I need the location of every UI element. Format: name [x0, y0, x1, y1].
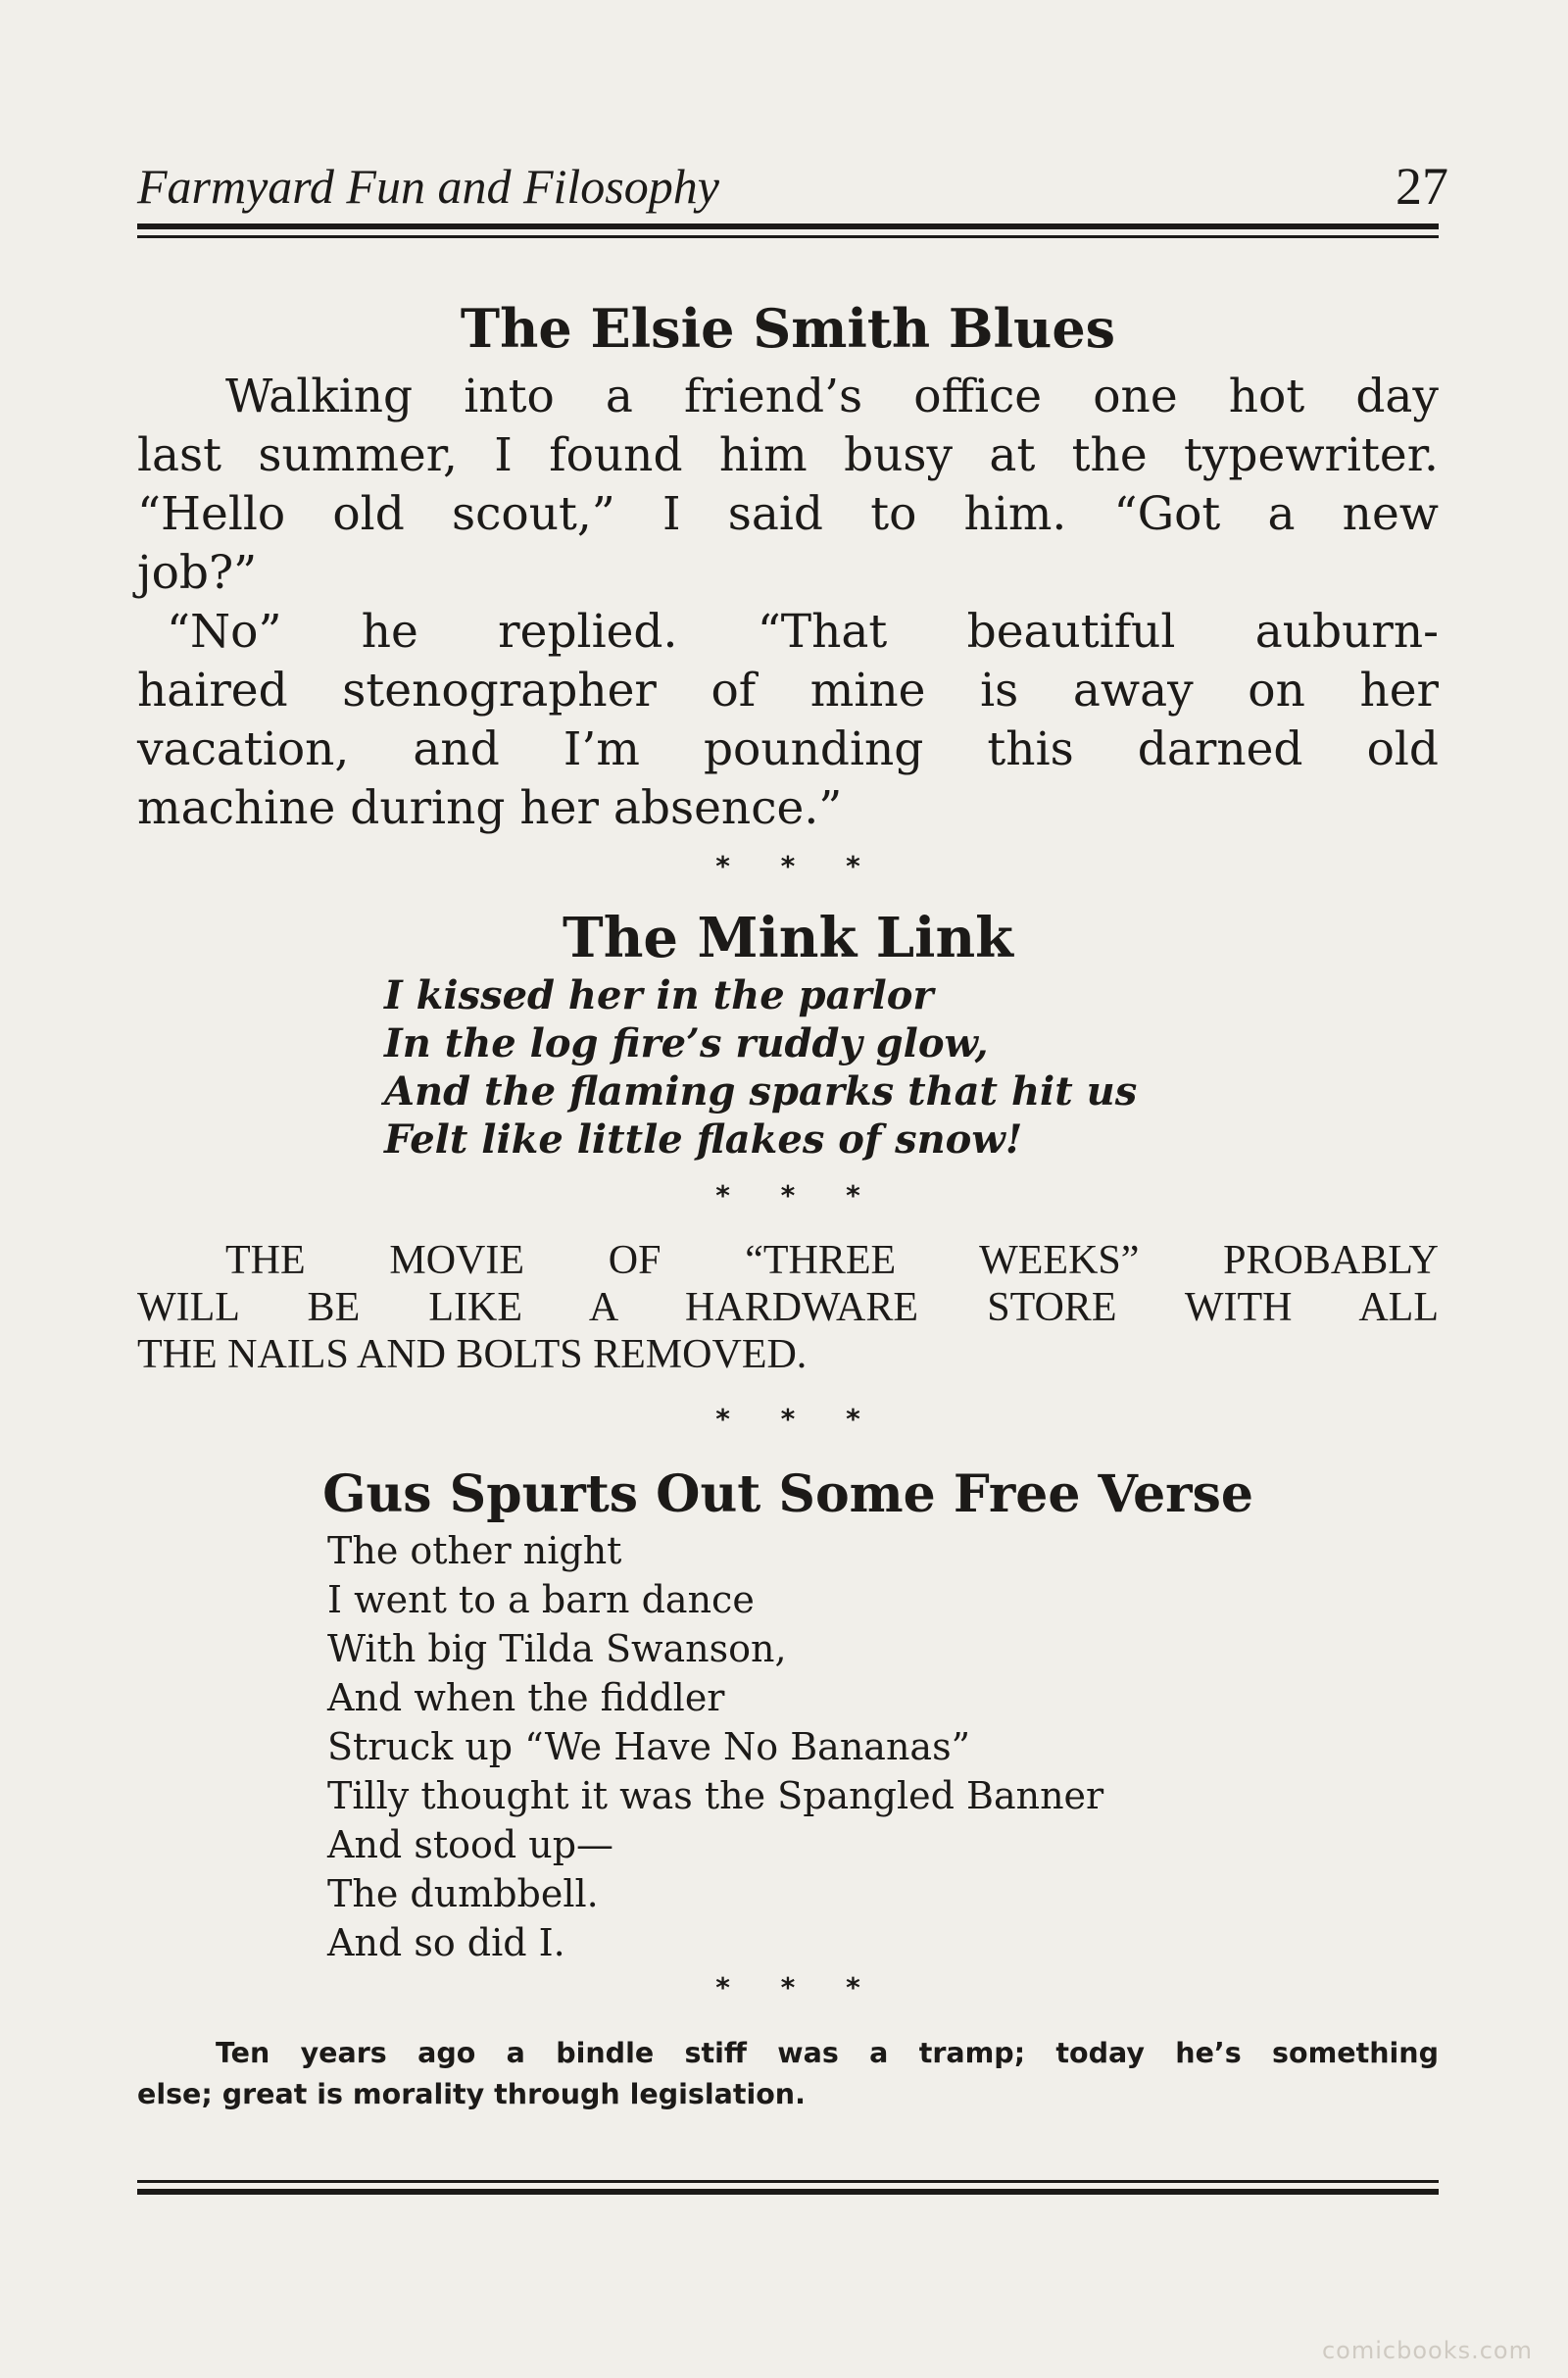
body-line: “Hello old scout,” I said to him. “Got a new	[137, 487, 1439, 541]
page-number: 27	[1396, 157, 1448, 216]
poem-line: And when the fiddler	[327, 1676, 725, 1719]
article-title-free-verse: Gus Spurts Out Some Free Verse	[322, 1464, 1253, 1524]
quip-bindle-stiff	[137, 2033, 1439, 2115]
poem-line: In the log fire’s ruddy glow,	[384, 1020, 989, 1066]
separator-stars: * * *	[715, 1971, 860, 2004]
page-header	[137, 157, 1448, 216]
quip-line: THE NAILS AND BOLTS REMOVED.	[137, 1332, 808, 1377]
footer-rule-thick	[137, 2189, 1439, 2195]
poem-line: Tilly thought it was the Spangled Banner	[327, 1774, 1104, 1817]
poem-line: Struck up “We Have No Bananas”	[327, 1725, 971, 1768]
separator-stars: * * *	[715, 850, 860, 882]
footer-rule-thin	[137, 2180, 1439, 2183]
poem-line: With big Tilda Swanson,	[327, 1627, 787, 1670]
quip-line: else; great is morality through legislation.	[137, 2078, 806, 2110]
body-line: “No” he replied. “That beautiful auburn-	[167, 605, 1439, 659]
article-body-elsie-smith-blues	[137, 368, 1439, 838]
poem-line: I kissed her in the parlor	[384, 972, 934, 1018]
poem-mink-link	[384, 971, 1137, 1164]
header-rule-thick	[137, 223, 1439, 229]
body-line: vacation, and I’m pounding this darned old	[137, 722, 1439, 776]
poem-line: Felt like little flakes of snow!	[384, 1116, 1023, 1163]
body-line: Walking into a friend’s office one hot day	[225, 370, 1439, 423]
watermark: comicbooks.com	[1321, 2337, 1533, 2364]
quip-line: THE MOVIE OF “THREE WEEKS” PROBABLY	[225, 1238, 1439, 1283]
separator-stars: * * *	[715, 1403, 860, 1435]
body-line: last summer, I found him busy at the typewriter.	[137, 428, 1439, 482]
poem-line: I went to a barn dance	[327, 1578, 755, 1621]
quip-three-weeks	[137, 1237, 1439, 1378]
body-line: job?”	[137, 546, 258, 600]
poem-line: And stood up—	[327, 1823, 614, 1866]
poem-line: And so did I.	[327, 1921, 565, 1964]
separator-stars: * * *	[715, 1179, 860, 1212]
poem-free-verse	[327, 1526, 1103, 1967]
poem-line: The dumbbell.	[327, 1872, 599, 1915]
quip-line: Ten years ago a bindle stiff was a tramp; today he’s something	[216, 2037, 1439, 2069]
header-rule-thin	[137, 235, 1439, 238]
running-title: Farmyard Fun and Filosophy	[137, 159, 719, 214]
poem-line: The other night	[327, 1529, 622, 1572]
article-title-elsie-smith-blues: The Elsie Smith Blues	[460, 297, 1116, 360]
quip-line: WILL BE LIKE A HARDWARE STORE WITH ALL	[137, 1285, 1439, 1330]
body-line: machine during her absence.”	[137, 781, 843, 835]
body-line: haired stenographer of mine is away on her	[137, 664, 1439, 718]
article-title-mink-link: The Mink Link	[563, 906, 1013, 970]
poem-line: And the flaming sparks that hit us	[384, 1068, 1138, 1115]
